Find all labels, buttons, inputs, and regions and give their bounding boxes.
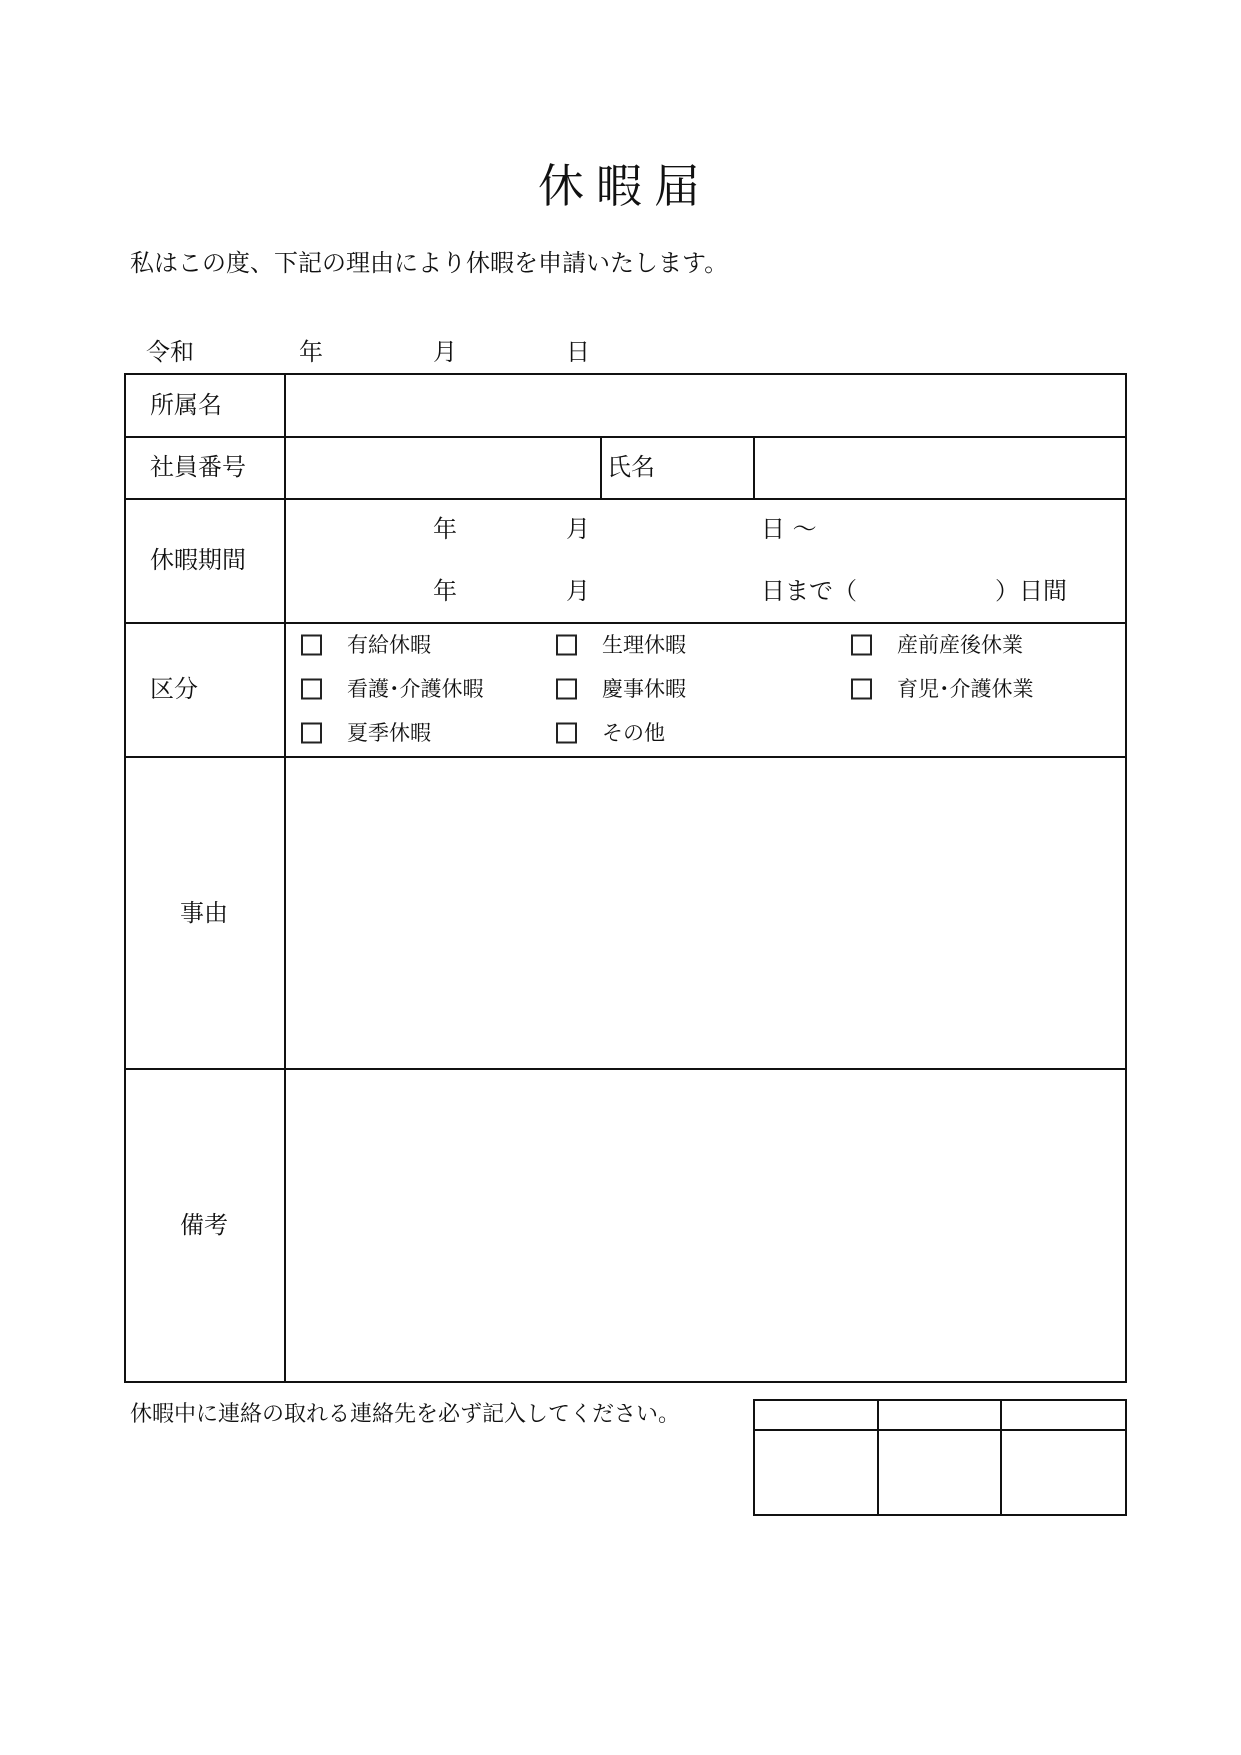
category-option: 看護･介護休暇 xyxy=(347,677,484,701)
period-from-year: 年 xyxy=(433,515,457,543)
checkbox[interactable] xyxy=(556,679,577,700)
date-month-label: 月 xyxy=(433,338,457,366)
divider xyxy=(877,1399,879,1516)
period-to-year: 年 xyxy=(433,577,457,605)
name-label: 氏名 xyxy=(607,453,655,481)
date-year-label: 年 xyxy=(299,338,323,366)
department-label: 所属名 xyxy=(150,391,222,419)
category-option: その他 xyxy=(602,721,665,745)
period-days: ）日間 xyxy=(995,577,1067,605)
divider xyxy=(124,498,1127,500)
divider xyxy=(753,1429,1127,1431)
date-day-label: 日 xyxy=(566,338,590,366)
period-from-day: 日 ～ xyxy=(761,515,817,543)
department-field[interactable] xyxy=(287,376,1123,436)
divider xyxy=(1125,373,1127,1383)
checkbox[interactable] xyxy=(301,723,322,744)
date-era: 令和 xyxy=(146,338,194,366)
divider xyxy=(753,1399,755,1516)
divider xyxy=(124,1068,1127,1070)
document-title: 休暇届 xyxy=(538,159,712,213)
divider xyxy=(753,1399,1127,1401)
category-option: 慶事休暇 xyxy=(602,677,686,701)
divider xyxy=(600,436,602,499)
divider xyxy=(1125,1399,1127,1516)
category-option: 夏季休暇 xyxy=(347,721,431,745)
period-label: 休暇期間 xyxy=(150,546,246,574)
footer-note: 休暇中に連絡の取れる連絡先を必ず記入してください。 xyxy=(130,1402,681,1427)
category-label: 区分 xyxy=(150,675,198,703)
divider xyxy=(124,436,1127,438)
divider xyxy=(124,756,1127,758)
category-option: 育児･介護休業 xyxy=(897,677,1034,701)
divider xyxy=(753,436,755,499)
period-to-month: 月 xyxy=(566,577,590,605)
checkbox[interactable] xyxy=(851,679,872,700)
divider xyxy=(1000,1399,1002,1516)
period-from-month: 月 xyxy=(566,515,590,543)
employee-number-label: 社員番号 xyxy=(150,453,246,481)
checkbox[interactable] xyxy=(301,635,322,656)
remarks-field[interactable] xyxy=(287,1071,1123,1380)
period-to-day: 日まで（ xyxy=(761,577,857,605)
checkbox[interactable] xyxy=(851,635,872,656)
category-option: 産前産後休業 xyxy=(897,633,1023,657)
remarks-label: 備考 xyxy=(180,1211,228,1239)
divider xyxy=(284,373,286,1383)
category-option: 有給休暇 xyxy=(347,633,431,657)
divider xyxy=(124,622,1127,624)
reason-field[interactable] xyxy=(287,759,1123,1067)
reason-label: 事由 xyxy=(180,899,228,927)
divider xyxy=(124,373,1127,375)
divider xyxy=(124,1381,1127,1383)
employee-number-field[interactable] xyxy=(287,439,599,498)
checkbox[interactable] xyxy=(301,679,322,700)
name-field[interactable] xyxy=(756,439,1124,498)
intro-text: 私はこの度、下記の理由により休暇を申請いたします。 xyxy=(130,249,729,277)
checkbox[interactable] xyxy=(556,635,577,656)
category-option: 生理休暇 xyxy=(602,633,686,657)
divider xyxy=(124,373,126,1383)
checkbox[interactable] xyxy=(556,723,577,744)
divider xyxy=(753,1514,1127,1516)
